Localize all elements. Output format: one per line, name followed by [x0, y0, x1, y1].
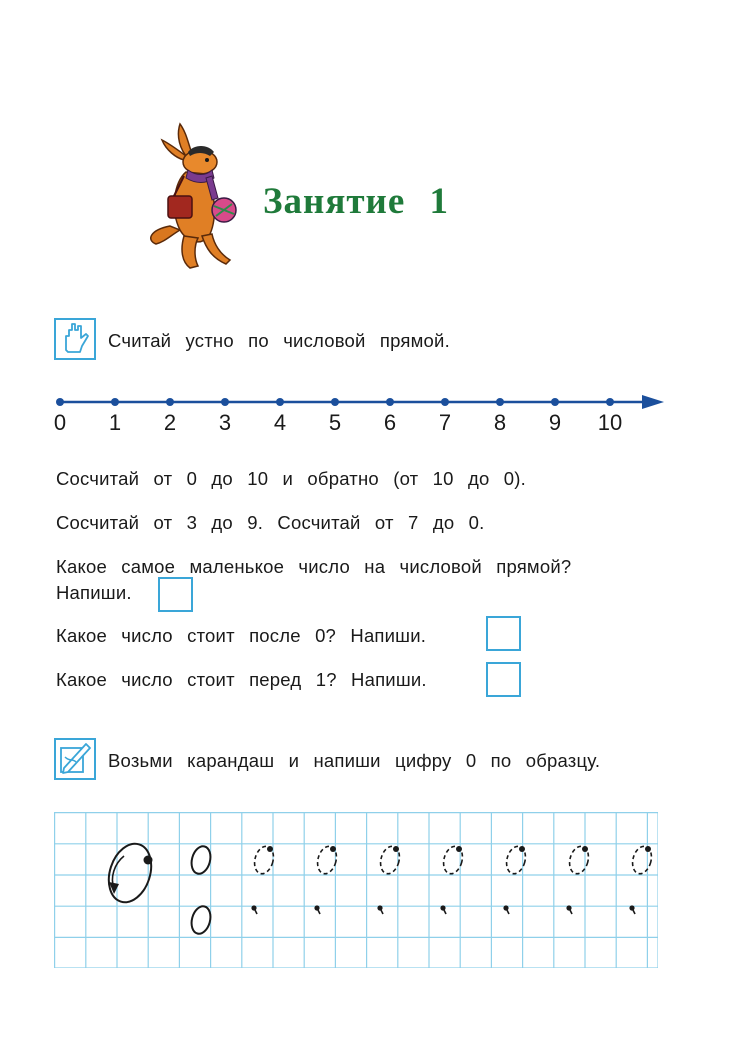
number-line — [48, 390, 668, 414]
answer-box-after-zero[interactable] — [486, 616, 521, 651]
number-line-label: 7 — [438, 410, 452, 435]
writing-grid[interactable] — [54, 812, 658, 968]
start-dot — [519, 846, 525, 852]
pencil-writing-icon — [56, 740, 94, 778]
number-line-label: 4 — [273, 410, 287, 435]
number-line-point — [166, 398, 174, 406]
task1-instruction: Считай устно по числовой прямой. — [108, 330, 450, 351]
number-line-point — [551, 398, 559, 406]
start-dot — [582, 846, 588, 852]
question-after-zero: Какое число стоит после 0? Напиши. — [56, 625, 427, 646]
task2-instruction: Возьми карандаш и напиши цифру 0 по образцу. — [108, 750, 601, 771]
number-line-point — [386, 398, 394, 406]
number-line-label: 5 — [328, 410, 342, 435]
zero-sample — [189, 904, 214, 936]
number-line-label: 6 — [383, 410, 397, 435]
number-line-point — [331, 398, 339, 406]
zero-sample — [189, 844, 214, 876]
question-count-0-10: Сосчитай от 0 до 10 и обратно (от 10 до 0). — [56, 468, 526, 489]
number-line-point — [221, 398, 229, 406]
question-smallest-number: Какое самое маленькое число на числовой прямой? — [56, 556, 572, 577]
number-line-point — [56, 398, 64, 406]
start-dot — [393, 846, 399, 852]
sample-zero-with-arrow-icon — [102, 838, 159, 907]
number-line-point — [496, 398, 504, 406]
start-dot — [330, 846, 336, 852]
start-dot — [251, 905, 256, 910]
number-line-label: 0 — [53, 410, 67, 435]
number-line-point — [441, 398, 449, 406]
number-line-label: 2 — [163, 410, 177, 435]
question-before-one: Какое число стоит перед 1? Напиши. — [56, 669, 427, 690]
start-dot — [267, 846, 273, 852]
number-line-label: 8 — [493, 410, 507, 435]
answer-box-smallest[interactable] — [158, 577, 193, 612]
oral-task-badge — [54, 318, 96, 360]
start-dot — [645, 846, 651, 852]
kangaroo-mascot-icon — [140, 118, 240, 278]
number-line-label: 9 — [548, 410, 562, 435]
number-line-label: 10 — [597, 410, 623, 435]
start-dot — [456, 846, 462, 852]
lesson-title: Занятие 1 — [263, 181, 450, 222]
number-line-label: 1 — [108, 410, 122, 435]
number-line-point — [276, 398, 284, 406]
question-count-3-9: Сосчитай от 3 до 9. Сосчитай от 7 до 0. — [56, 512, 485, 533]
smallest-write-label: Напиши. — [56, 582, 132, 603]
writing-task-badge — [54, 738, 96, 780]
number-line-label: 3 — [218, 410, 232, 435]
hand-gesture-icon — [56, 320, 94, 358]
number-line-point — [111, 398, 119, 406]
answer-box-before-one[interactable] — [486, 662, 521, 697]
number-line-point — [606, 398, 614, 406]
